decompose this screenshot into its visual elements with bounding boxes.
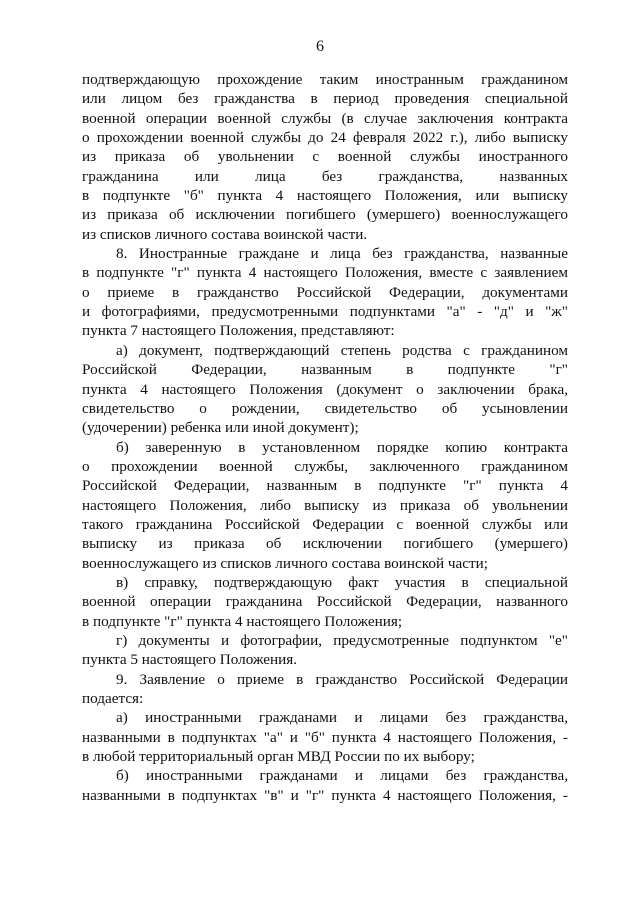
text-line: из приказа об исключении погибшего (умершего) военнослужащего — [82, 206, 568, 224]
text-line: в подпункте "г" пункта 4 настоящего Положения; — [82, 612, 403, 630]
text-line: военной операции гражданина Российской Федерации, названного — [82, 593, 568, 611]
document-body — [82, 70, 568, 805]
text-line: б) заверенную в установленном порядке копию контракта — [116, 438, 568, 456]
text-line: (удочерении) ребенка или иной документ); — [82, 419, 359, 437]
text-line: Российской Федерации, названным в подпункте "г" пункта 4 — [82, 477, 568, 495]
text-line: 8. Иностранные граждане и лица без гражданства, названные — [116, 245, 568, 263]
text-line: гражданина или лица без гражданства, названных — [82, 167, 568, 185]
text-line: в подпункте "б" пункта 4 настоящего Положения, или выписку — [82, 187, 568, 205]
text-line: и фотографиями, предусмотренными подпунктами "а" - "д" и "ж" — [82, 303, 568, 321]
text-line: или лицом без гражданства в период проведения специальной — [82, 90, 568, 108]
text-line: такого гражданина Российской Федерации с военной службы или — [82, 515, 568, 533]
text-line: настоящего Положения, либо выписку из приказа об увольнении — [82, 496, 568, 514]
text-line: а) иностранными гражданами и лицами без гражданства, — [116, 709, 568, 727]
text-line: пункта 4 настоящего Положения (документ о заключении брака, — [82, 380, 568, 398]
text-line: названными в подпунктах "в" и "г" пункта 4 настоящего Положения, - — [82, 786, 568, 804]
text-line: пункта 7 настоящего Положения, представляют: — [82, 322, 395, 340]
text-line: г) документы и фотографии, предусмотренные подпунктом "е" — [116, 631, 568, 649]
page-number: 6 — [316, 38, 324, 55]
text-line: свидетельство о рождении, свидетельство об усыновлении — [82, 399, 568, 417]
text-line: Российской Федерации, названным в подпункте "г" — [82, 361, 568, 379]
text-line: а) документ, подтверждающий степень родства с гражданином — [116, 341, 568, 359]
text-line: о приеме в гражданство Российской Федерации, документами — [82, 283, 568, 301]
text-line: о прохождении военной службы до 24 февраля 2022 г.), либо выписку — [82, 129, 568, 147]
text-line: в) справку, подтверждающую факт участия в специальной — [116, 573, 568, 591]
text-line: 9. Заявление о приеме в гражданство Российской Федерации — [116, 670, 568, 688]
text-line: выписку из приказа об исключении погибшего (умершего) — [82, 535, 568, 553]
text-line: названными в подпунктах "а" и "б" пункта 4 настоящего Положения, - — [82, 728, 568, 746]
text-line: военнослужащего из списков личного состава воинской части; — [82, 554, 488, 572]
text-line: о прохождении военной службы, заключенного гражданином — [82, 457, 568, 475]
text-line: в подпункте "г" пункта 4 настоящего Положения, вместе с заявлением — [82, 264, 568, 282]
text-line: в любой территориальный орган МВД России по их выбору; — [82, 748, 475, 766]
text-line: подается: — [82, 690, 144, 707]
text-line: военной операции военной службы (в случае заключения контракта — [82, 109, 568, 127]
text-line: из списков личного состава воинской части. — [82, 225, 368, 243]
text-line: б) иностранными гражданами и лицами без гражданства, — [116, 767, 568, 785]
text-line: пункта 5 настоящего Положения. — [82, 651, 298, 669]
text-line: подтверждающую прохождение таким иностранным гражданином — [82, 71, 568, 88]
text-line: из приказа об увольнении с военной службы иностранного — [82, 148, 568, 166]
